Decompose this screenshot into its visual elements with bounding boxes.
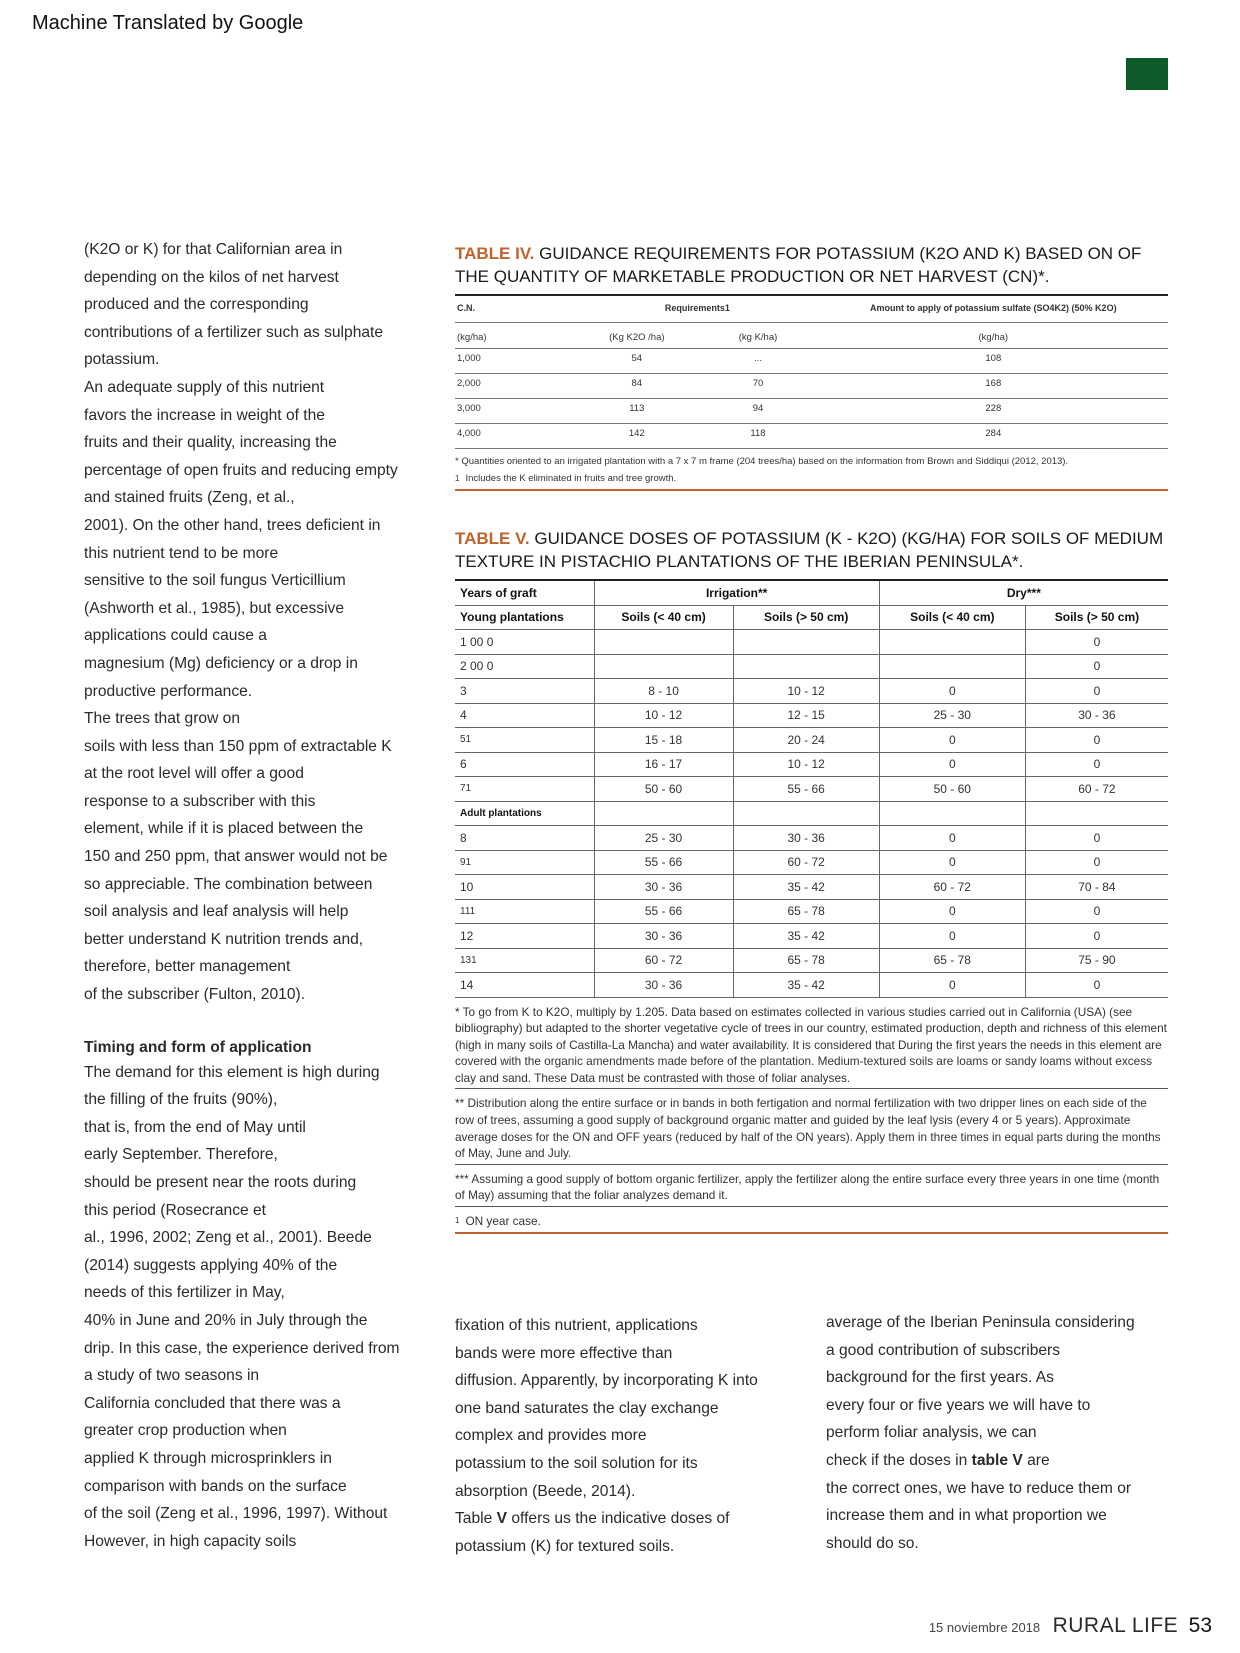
table-cell: 4,000 <box>455 424 576 449</box>
table-cell: 60 - 72 <box>1025 777 1168 802</box>
table-row <box>455 973 1168 998</box>
table-row <box>455 679 1168 704</box>
table4-header-cn: C.N. <box>455 295 576 323</box>
table-row <box>455 948 1168 973</box>
text-line: productive performance. <box>84 682 253 700</box>
text-line: at the root level will offer a good <box>84 765 304 783</box>
machine-translation-banner: Machine Translated by Google <box>32 12 304 34</box>
table-row <box>455 899 1168 924</box>
text-line: response to a subscriber with this <box>84 792 316 810</box>
table4-footnotes <box>455 449 1168 491</box>
text-line: bands were more effective than <box>455 1344 673 1362</box>
text-line <box>455 1505 785 1533</box>
table-row <box>455 703 1168 728</box>
table-cell: 0 <box>879 752 1025 777</box>
text-line: of the subscriber (Fulton, 2010). <box>84 986 306 1004</box>
text-line: the filling of the fruits (90%), <box>84 1091 278 1109</box>
table5-footnotes <box>455 998 1168 1234</box>
text-line: perform foliar analysis, we can <box>826 1424 1037 1442</box>
text-line: sensitive to the soil fungus Verticillium <box>84 572 346 590</box>
table-cell: 65 - 78 <box>733 948 879 973</box>
page-footer <box>929 1614 1212 1638</box>
table5-footnote <box>455 1207 1168 1234</box>
table4-header-amount: Amount to apply of potassium sulfate (SO4K2) (50% K2O) <box>819 295 1168 323</box>
table-cell: 55 - 66 <box>594 850 733 875</box>
table-cell: 228 <box>819 399 1168 424</box>
table-row <box>455 875 1168 900</box>
table-cell: 16 - 17 <box>594 752 733 777</box>
table-cell: 30 - 36 <box>1025 703 1168 728</box>
table-cell: 15 - 18 <box>594 728 733 753</box>
text-line: contributions of a fertilizer such as sulphate <box>84 323 384 341</box>
text-line: fixation of this nutrient, applications <box>455 1317 698 1334</box>
table4-title <box>455 242 1168 288</box>
table-cell: 55 - 66 <box>733 777 879 802</box>
table5-header-soil: Soils (> 50 cm) <box>733 605 879 630</box>
text-line: a study of two seasons in <box>84 1367 260 1385</box>
table-cell: 10 - 12 <box>733 679 879 704</box>
text-line: (K2O or K) for that Californian area in <box>84 241 343 258</box>
table-row <box>455 374 1168 399</box>
table-cell: 84 <box>576 374 697 399</box>
footnote-marker: 1 <box>455 474 460 483</box>
table-cell <box>733 630 879 655</box>
table-cell: 25 - 30 <box>879 703 1025 728</box>
table-cell: 2,000 <box>455 374 576 399</box>
table-cell: 35 - 42 <box>733 973 879 998</box>
table-cell: 6 <box>455 752 594 777</box>
table-cell <box>879 654 1025 679</box>
table-cell: 4 <box>455 703 594 728</box>
text-line: 150 and 250 ppm, that answer would not be <box>84 848 388 866</box>
table-cell: 30 - 36 <box>594 875 733 900</box>
text-fragment: offers us the indicative doses of <box>507 1510 730 1528</box>
table-cell: 30 - 36 <box>733 826 879 851</box>
table-cell: 0 <box>1025 752 1168 777</box>
right-text-column <box>826 1309 1166 1557</box>
text-line: potassium. <box>84 351 160 369</box>
table-row <box>455 728 1168 753</box>
text-line <box>826 1447 1166 1475</box>
table-cell: 1 00 0 <box>455 630 594 655</box>
text-line: average of the Iberian Peninsula considering <box>826 1314 1135 1331</box>
table-cell: 0 <box>1025 654 1168 679</box>
table5-header-soil: Soils (< 40 cm) <box>879 605 1025 630</box>
text-line: increase them and in what proportion we <box>826 1507 1107 1525</box>
table-row <box>455 654 1168 679</box>
footnote-marker: 1 <box>455 1216 460 1226</box>
table4-unit: (Kg K2O /ha) <box>576 323 697 349</box>
table-row <box>455 399 1168 424</box>
table-cell: 168 <box>819 374 1168 399</box>
table-cell: 70 <box>697 374 818 399</box>
section-color-marker <box>1126 58 1168 90</box>
table4-title-text: GUIDANCE REQUIREMENTS FOR POTASSIUM (K2O AND K) BASED ON OF THE QUANTITY OF MARKETABLE PRODUCTION OR NET HARVEST (CN)*. <box>455 244 1142 286</box>
text-line: soil analysis and leaf analysis will help <box>84 903 349 921</box>
table-cell: 0 <box>879 826 1025 851</box>
table-cell: 0 <box>879 850 1025 875</box>
table4-tag: TABLE IV. <box>455 244 535 263</box>
table5-title-text: GUIDANCE DOSES OF POTASSIUM (K - K2O) (KG/HA) FOR SOILS OF MEDIUM TEXTURE IN PISTACHIO PLANTATIONS OF THE IBERIAN PENINSULA*. <box>455 529 1164 571</box>
table-row <box>455 826 1168 851</box>
table-cell: 0 <box>879 728 1025 753</box>
table-cell: 118 <box>697 424 818 449</box>
table-cell: 10 - 12 <box>733 752 879 777</box>
table5-footnote: * To go from K to K2O, multiply by 1.205. Data based on estimates collected in various studies carried out in California (USA) (see bibliography) but adapted to the shorter vegetative cycle of trees in our country, estimated production, depth and richness of this element (high in many soils of Castilla-La Mancha) and water availability. It is considered that During the first years the needs in this element are covered with the organic amendments made before of the plantation. Medium-textured soils are loams or sandy loams without excess clay and sand. These Data must be contrasted with those of foliar analyses. <box>455 998 1168 1090</box>
table-cell: 20 - 24 <box>733 728 879 753</box>
table4-unit: (kg/ha) <box>819 323 1168 349</box>
text-line: applied K through microsprinklers in <box>84 1449 332 1467</box>
table-cell: 0 <box>1025 924 1168 949</box>
table4-unit: (kg/ha) <box>455 323 576 349</box>
tables-area <box>455 242 1168 1234</box>
text-line: should be present near the roots during <box>84 1174 357 1191</box>
table-reference: table V <box>971 1451 1023 1469</box>
text-fragment: check if the doses in <box>826 1451 972 1469</box>
table-cell: 0 <box>879 924 1025 949</box>
text-line: a good contribution of subscribers <box>826 1341 1061 1359</box>
table-cell: 3 <box>455 679 594 704</box>
table5-header-soil: Soils (< 40 cm) <box>594 605 733 630</box>
table4-header-requirements: Requirements1 <box>576 295 818 323</box>
table-cell <box>879 630 1025 655</box>
text-line: applications could cause a <box>84 627 267 645</box>
table-row <box>455 850 1168 875</box>
table-cell: 108 <box>819 349 1168 374</box>
table-cell: 14 <box>455 973 594 998</box>
table-cell: 65 - 78 <box>733 899 879 924</box>
text-line: this period (Rosecrance et <box>84 1201 267 1219</box>
table-cell: 35 - 42 <box>733 875 879 900</box>
text-line: that is, from the end of May until <box>84 1118 306 1136</box>
table-cell: 70 - 84 <box>1025 875 1168 900</box>
page-number: 53 <box>1188 1614 1212 1637</box>
text-line: early September. Therefore, <box>84 1146 278 1164</box>
text-line: soils with less than 150 ppm of extractable K <box>84 737 392 755</box>
table5-adult-label: Adult plantations <box>455 801 594 826</box>
issue-date: 15 noviembre 2018 <box>928 1620 1041 1635</box>
table-cell: 0 <box>879 679 1025 704</box>
table-row <box>455 924 1168 949</box>
table-cell: 30 - 36 <box>594 924 733 949</box>
table-cell: 2 00 0 <box>455 654 594 679</box>
text-line: The trees that grow on <box>84 710 241 728</box>
table-cell: 113 <box>576 399 697 424</box>
text-line: complex and provides more <box>455 1427 647 1445</box>
table-row <box>455 630 1168 655</box>
table-cell: 12 - 15 <box>733 703 879 728</box>
text-fragment: Table <box>455 1510 497 1528</box>
table-cell <box>594 654 733 679</box>
table-cell: 60 - 72 <box>733 850 879 875</box>
table-cell: 71 <box>455 777 594 802</box>
text-fragment: are <box>1022 1451 1050 1469</box>
text-line: percentage of open fruits and reducing empty <box>84 461 398 479</box>
table-cell: 35 - 42 <box>733 924 879 949</box>
text-line: magnesium (Mg) deficiency or a drop in <box>84 654 358 672</box>
text-line: favors the increase in weight of the <box>84 406 325 424</box>
table-cell: 131 <box>455 948 594 973</box>
table-cell: ... <box>697 349 818 374</box>
text-line: needs of this fertilizer in May, <box>84 1284 285 1302</box>
table-row <box>455 752 1168 777</box>
table-cell: 91 <box>455 850 594 875</box>
table-cell: 10 - 12 <box>594 703 733 728</box>
table-cell: 0 <box>1025 679 1168 704</box>
text-line: should do so. <box>826 1534 919 1552</box>
table-cell: 25 - 30 <box>594 826 733 851</box>
table-cell: 94 <box>697 399 818 424</box>
text-line: (2014) suggests applying 40% of the <box>84 1256 338 1274</box>
table-row <box>455 349 1168 374</box>
table-cell: 0 <box>879 899 1025 924</box>
table-cell: 8 <box>455 826 594 851</box>
table-cell: 0 <box>1025 973 1168 998</box>
table4-footnote-text: Includes the K eliminated in fruits and tree growth. <box>465 473 677 484</box>
table-cell <box>733 654 879 679</box>
text-line: 40% in June and 20% in July through the <box>84 1311 368 1329</box>
text-line: produced and the corresponding <box>84 296 309 314</box>
text-line: potassium (K) for textured soils. <box>455 1537 675 1555</box>
table5-title <box>455 527 1168 573</box>
text-line: element, while if it is placed between the <box>84 820 364 838</box>
text-line: potassium to the soil solution for its <box>455 1454 698 1472</box>
table-cell: 0 <box>1025 630 1168 655</box>
table5-tag: TABLE V. <box>455 529 530 548</box>
text-line: of the soil (Zeng et al., 1996, 1997). Without <box>84 1505 388 1523</box>
table-cell: 65 - 78 <box>879 948 1025 973</box>
table-cell: 0 <box>1025 728 1168 753</box>
text-line: 2001). On the other hand, trees deficient in <box>84 516 381 534</box>
table-cell: 8 - 10 <box>594 679 733 704</box>
middle-text-column <box>455 1312 785 1560</box>
text-line: so appreciable. The combination between <box>84 875 373 893</box>
text-line: The demand for this element is high during <box>84 1063 380 1081</box>
table-cell: 0 <box>1025 826 1168 851</box>
table4 <box>455 294 1168 449</box>
table-cell: 3,000 <box>455 399 576 424</box>
text-line: depending on the kilos of net harvest <box>84 268 339 286</box>
left-paragraphs-2 <box>84 1059 424 1556</box>
text-line: (Ashworth et al., 1985), but excessive <box>84 599 345 617</box>
text-line: one band saturates the clay exchange <box>455 1399 719 1417</box>
left-text-column <box>84 236 424 1555</box>
text-line: and stained fruits (Zeng, et al., <box>84 489 295 507</box>
text-line: diffusion. Apparently, by incorporating K into <box>455 1372 758 1390</box>
table-cell: 50 - 60 <box>594 777 733 802</box>
text-line: An adequate supply of this nutrient <box>84 378 325 396</box>
table-cell: 60 - 72 <box>594 948 733 973</box>
table5-header-young: Young plantations <box>455 605 594 630</box>
text-line: However, in high capacity soils <box>84 1532 297 1550</box>
text-line: the correct ones, we have to reduce them or <box>826 1479 1132 1497</box>
text-line: drip. In this case, the experience derived from <box>84 1339 400 1357</box>
text-line: background for the first years. As <box>826 1369 1054 1387</box>
text-line: therefore, better management <box>84 958 291 976</box>
table-cell: 12 <box>455 924 594 949</box>
table-cell: 10 <box>455 875 594 900</box>
text-line: absorption (Beede, 2014). <box>455 1482 636 1500</box>
text-line: al., 1996, 2002; Zeng et al., 2001). Beede <box>84 1229 372 1247</box>
table-cell: 54 <box>576 349 697 374</box>
table-cell: 60 - 72 <box>879 875 1025 900</box>
table5-header-irrigation: Irrigation** <box>594 580 879 605</box>
table-cell: 30 - 36 <box>594 973 733 998</box>
table-row <box>455 424 1168 449</box>
table5-header-soil: Soils (> 50 cm) <box>1025 605 1168 630</box>
text-line: fruits and their quality, increasing the <box>84 434 337 452</box>
left-paragraphs <box>84 236 424 1009</box>
table5-footnote: *** Assuming a good supply of bottom organic fertilizer, apply the fertilizer along the entire surface every three years in one time (month of May) assuming that the foliar analyzes demand it. <box>455 1165 1168 1207</box>
table4-footnote: * Quantities oriented to an irrigated plantation with a 7 x 7 m frame (204 trees/ha) based on the information from Brown and Siddiqui (2012, 2013). <box>455 456 1069 467</box>
table5 <box>455 579 1168 998</box>
table5-header-dry: Dry*** <box>879 580 1168 605</box>
table-cell: 50 - 60 <box>879 777 1025 802</box>
table-cell: 55 - 66 <box>594 899 733 924</box>
text-line: greater crop production when <box>84 1422 287 1440</box>
table-cell: 284 <box>819 424 1168 449</box>
table5-header-years: Years of graft <box>455 580 594 605</box>
table5-footnote: ** Distribution along the entire surface or in bands in both fertigation and normal fertilization with two dripper lines on each side of the row of trees, assuming a good supply of background organic matter and guided by the leaf lysis (every 4 or 5 years). Approximate average doses for the ON and OFF years (reduced by half of the ON years). Apply them in three times in equal parts during the months of May, June and July. <box>455 1089 1168 1164</box>
table5-footnote-text: ON year case. <box>465 1214 541 1229</box>
table-cell: 75 - 90 <box>1025 948 1168 973</box>
table-cell: 142 <box>576 424 697 449</box>
table-cell <box>594 630 733 655</box>
table-cell: 1,000 <box>455 349 576 374</box>
table-cell: 0 <box>879 973 1025 998</box>
table-cell: 51 <box>455 728 594 753</box>
table-reference: V <box>496 1510 508 1528</box>
table4-footnote <box>455 470 1168 487</box>
table-cell: 0 <box>1025 850 1168 875</box>
text-line: this nutrient tend to be more <box>84 544 279 562</box>
table-row <box>455 777 1168 802</box>
table-cell: 0 <box>1025 899 1168 924</box>
text-line: better understand K nutrition trends and, <box>84 930 364 948</box>
magazine-name: RURAL LIFE <box>1052 1614 1179 1637</box>
section-heading: Timing and form of application <box>84 1038 312 1056</box>
text-line: every four or five years we will have to <box>826 1396 1091 1414</box>
text-line: comparison with bands on the surface <box>84 1477 347 1495</box>
text-line: California concluded that there was a <box>84 1394 341 1412</box>
table4-unit: (kg K/ha) <box>697 323 818 349</box>
table-cell: 111 <box>455 899 594 924</box>
